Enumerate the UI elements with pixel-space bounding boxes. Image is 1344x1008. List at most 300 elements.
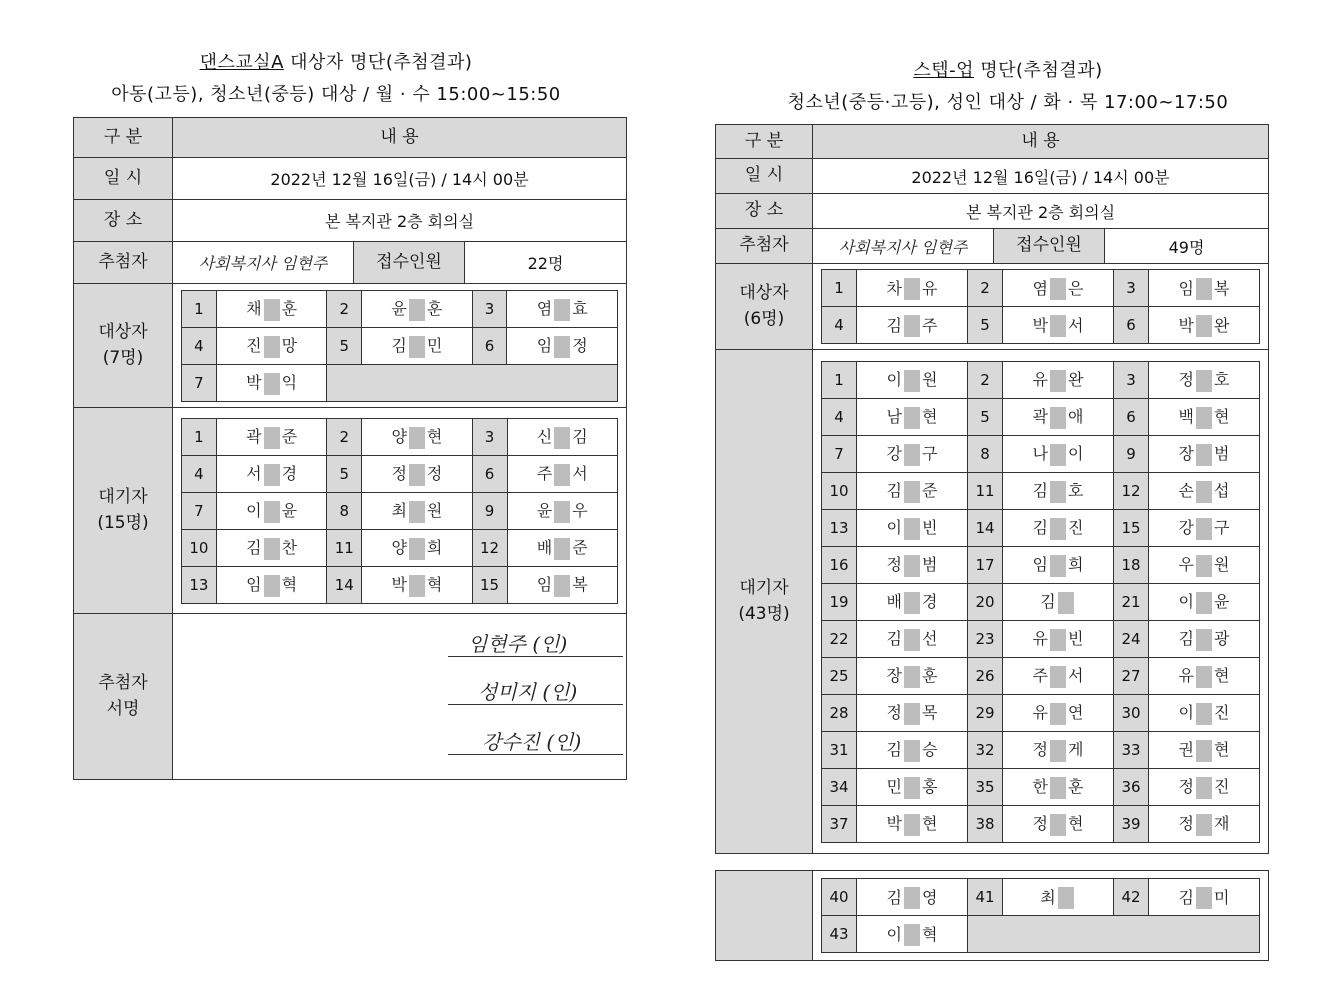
name-last-char: 정 (572, 336, 588, 356)
redaction-mask (1196, 887, 1212, 909)
entry-name (1003, 657, 1114, 694)
redaction-mask (904, 278, 920, 300)
name-last-char: 준 (572, 538, 588, 558)
redaction-mask (1196, 370, 1212, 392)
entry-number: 8 (327, 492, 362, 529)
name-first-char: 박 (886, 814, 902, 834)
redaction-mask (409, 575, 425, 597)
name-first-char: 양 (391, 427, 407, 447)
redaction-mask (264, 427, 280, 449)
name-last-char: 원 (1214, 555, 1230, 575)
name-last-char: 현 (922, 407, 938, 427)
entry-number: 3 (1114, 270, 1149, 307)
name-last-char: 애 (1068, 407, 1084, 427)
name-last-char: 서 (1068, 315, 1084, 335)
entry-number: 13 (182, 566, 217, 603)
name-first-char: 양 (391, 538, 407, 558)
target-list-cell (173, 284, 627, 408)
count-value: 22명 (465, 242, 627, 284)
entry-number: 6 (472, 455, 507, 492)
entry-name (507, 529, 617, 566)
name-first-char: 김 (246, 538, 262, 558)
entry-name (216, 566, 326, 603)
entry-number: 32 (968, 731, 1003, 768)
name-last-char: 광 (1214, 629, 1230, 649)
redaction-mask (904, 481, 920, 503)
name-first-char: 김 (1178, 629, 1194, 649)
entry-number: 39 (1114, 805, 1149, 842)
name-last-char: 망 (281, 336, 298, 356)
name-first-char: 염 (1032, 278, 1048, 298)
name-first-char: 주 (536, 464, 553, 484)
name-last-char: 완 (1214, 315, 1230, 335)
entry-name (1003, 361, 1114, 398)
redaction-mask (554, 427, 570, 449)
redaction-mask (1196, 777, 1212, 799)
redaction-mask (264, 538, 280, 560)
entry-number: 6 (1114, 398, 1149, 435)
name-first-char: 임 (1178, 278, 1194, 298)
entry-number: 26 (968, 657, 1003, 694)
waiting-list-cell (173, 408, 627, 614)
redaction-mask (264, 501, 280, 523)
name-first-char: 나 (1032, 444, 1048, 464)
count-label: 접수인원 (994, 229, 1105, 264)
waiting-count: (15명) (97, 512, 149, 533)
name-first-char: 정 (1032, 814, 1048, 834)
entry-name (1149, 435, 1260, 472)
entry-name (857, 805, 968, 842)
name-first-char: 임 (246, 575, 262, 595)
entry-number: 2 (327, 418, 362, 455)
waiting-label-text: 대기자 (98, 487, 148, 507)
redaction-mask (904, 924, 920, 946)
redaction-mask (1196, 407, 1212, 429)
entry-number: 42 (1114, 879, 1149, 916)
entry-number: 4 (182, 455, 217, 492)
redaction-mask (1196, 315, 1212, 337)
redaction-mask (1050, 666, 1066, 688)
entry-number: 10 (182, 529, 217, 566)
name-last-char: 김 (572, 427, 588, 447)
name-first-char: 우 (1178, 555, 1194, 575)
name-first-char: 김 (391, 336, 407, 356)
name-last-char: 현 (426, 427, 443, 447)
entry-name (857, 620, 968, 657)
name-last-char: 주 (922, 315, 938, 335)
entry-number: 16 (822, 546, 857, 583)
left-subtitle: 아동(고등), 청소년(중등) 대상 / 월 · 수 15:00~15:50 (111, 84, 561, 105)
redaction-mask (904, 315, 920, 337)
entry-number: 41 (968, 879, 1003, 916)
entry-name (857, 509, 968, 546)
name-first-char: 정 (1178, 370, 1194, 390)
entry-number: 35 (968, 768, 1003, 805)
redaction-mask (1050, 814, 1066, 836)
right-page (672, 0, 1344, 1008)
entry-number: 17 (968, 546, 1003, 583)
entry-name (216, 290, 326, 327)
name-last-char: 준 (281, 427, 298, 447)
entry-name (507, 566, 617, 603)
drawer-value: 사회복지사 임현주 (813, 229, 994, 264)
entry-name (216, 529, 326, 566)
waiting-count: (43명) (738, 603, 790, 624)
name-first-char: 김 (1040, 592, 1056, 612)
name-last-char: 진 (1214, 703, 1230, 723)
entry-number: 34 (822, 768, 857, 805)
entry-name (1149, 879, 1260, 916)
redaction-mask (904, 629, 920, 651)
redaction-mask (1050, 555, 1066, 577)
place-label: 장 소 (74, 200, 173, 242)
name-last-char: 원 (922, 370, 938, 390)
redaction-mask (554, 575, 570, 597)
date-value: 2022년 12월 16일(금) / 14시 00분 (173, 158, 627, 200)
redaction-mask (904, 887, 920, 909)
redaction-mask (264, 464, 280, 486)
redaction-mask (904, 592, 920, 614)
redaction-mask (904, 666, 920, 688)
entry-name (857, 583, 968, 620)
entry-number: 3 (1114, 361, 1149, 398)
entry-number: 22 (822, 620, 857, 657)
entry-name (857, 472, 968, 509)
redaction-mask (1050, 444, 1066, 466)
name-last-char: 빈 (922, 518, 938, 538)
redaction-mask (904, 444, 920, 466)
section-label: 구 분 (716, 125, 813, 159)
redaction-mask (1058, 887, 1074, 909)
entry-number: 14 (968, 509, 1003, 546)
entry-name (857, 879, 968, 916)
name-last-char: 현 (1214, 407, 1230, 427)
redaction-mask (1050, 407, 1066, 429)
entry-name (1149, 398, 1260, 435)
waiting-label (716, 350, 813, 854)
redaction-mask (1050, 703, 1066, 725)
name-last-char: 완 (1068, 370, 1084, 390)
entry-number: 43 (822, 916, 857, 953)
name-last-char: 희 (426, 538, 443, 558)
name-last-char: 익 (281, 373, 298, 393)
entry-name (362, 492, 472, 529)
count-label: 접수인원 (354, 242, 465, 284)
entry-number: 6 (1114, 307, 1149, 344)
redaction-mask (1050, 740, 1066, 762)
target-list (821, 269, 1260, 344)
entry-name (857, 768, 968, 805)
entry-number: 2 (968, 270, 1003, 307)
redaction-mask (554, 299, 570, 321)
entry-name (857, 657, 968, 694)
name-last-char: 효 (572, 299, 588, 319)
name-first-char: 이 (886, 518, 902, 538)
entry-name (362, 529, 472, 566)
entry-name (1149, 270, 1260, 307)
name-first-char: 최 (1040, 887, 1056, 907)
entry-name (362, 455, 472, 492)
signature-underline-1 (448, 656, 623, 657)
entry-number: 14 (327, 566, 362, 603)
name-last-char: 훈 (922, 666, 938, 686)
name-last-char: 서 (1068, 666, 1084, 686)
entry-number: 11 (327, 529, 362, 566)
name-first-char: 김 (886, 481, 902, 501)
name-last-char: 구 (922, 444, 938, 464)
name-last-char: 찬 (281, 538, 298, 558)
entry-name (216, 364, 326, 401)
redaction-mask (904, 777, 920, 799)
entry-number: 5 (968, 398, 1003, 435)
entry-name (1003, 583, 1114, 620)
entry-name (1149, 657, 1260, 694)
place-label: 장 소 (716, 194, 813, 229)
name-last-char: 게 (1068, 740, 1084, 760)
entry-name (1149, 805, 1260, 842)
name-first-char: 곽 (1032, 407, 1048, 427)
place-value: 본 복지관 2층 회의실 (173, 200, 627, 242)
name-first-char: 김 (886, 629, 902, 649)
entry-name (1003, 731, 1114, 768)
entry-name (857, 270, 968, 307)
entry-number: 3 (472, 418, 507, 455)
name-first-char: 김 (886, 740, 902, 760)
entry-name (857, 435, 968, 472)
section-value: 내 용 (813, 125, 1269, 159)
name-last-char: 호 (1068, 481, 1084, 501)
entry-number: 27 (1114, 657, 1149, 694)
waiting-list-continued (821, 878, 1260, 953)
entry-name (507, 418, 617, 455)
redaction-mask (1196, 555, 1212, 577)
target-label (716, 264, 813, 350)
redaction-mask (409, 336, 425, 358)
entry-number: 12 (472, 529, 507, 566)
name-last-char: 진 (1214, 777, 1230, 797)
name-last-char: 정 (426, 464, 443, 484)
entry-name (857, 731, 968, 768)
redaction-mask (409, 464, 425, 486)
left-title-program: 댄스교실A (199, 52, 284, 73)
name-first-char: 주 (1032, 666, 1048, 686)
redaction-mask (264, 373, 280, 395)
entry-number: 13 (822, 509, 857, 546)
name-first-char: 최 (391, 501, 407, 521)
name-last-char: 희 (1068, 555, 1084, 575)
name-last-char: 원 (426, 501, 443, 521)
entry-number: 20 (968, 583, 1003, 620)
entry-number: 24 (1114, 620, 1149, 657)
waiting-list-cell (813, 350, 1269, 854)
target-label-text: 대상자 (98, 322, 148, 342)
redaction-mask (904, 370, 920, 392)
redaction-mask (1050, 278, 1066, 300)
entry-number: 4 (822, 307, 857, 344)
redaction-mask (1050, 370, 1066, 392)
right-title-program: 스텝-업 (913, 60, 975, 81)
entry-number: 1 (822, 361, 857, 398)
redaction-mask (264, 575, 280, 597)
signature-line-1: 임현주 (인) (468, 632, 568, 656)
entry-number: 15 (472, 566, 507, 603)
redaction-mask (904, 703, 920, 725)
name-last-char: 연 (1068, 703, 1084, 723)
count-value: 49명 (1105, 229, 1269, 264)
name-last-char: 서 (572, 464, 588, 484)
entry-number: 28 (822, 694, 857, 731)
redaction-mask (554, 464, 570, 486)
entry-name (1149, 546, 1260, 583)
name-first-char: 채 (246, 299, 262, 319)
name-first-char: 백 (1178, 407, 1194, 427)
name-last-char: 영 (922, 887, 938, 907)
redaction-mask (1196, 592, 1212, 614)
name-last-char: 혁 (426, 575, 443, 595)
entry-number: 5 (327, 327, 362, 364)
redaction-mask (904, 407, 920, 429)
name-first-char: 민 (886, 777, 902, 797)
entry-name (216, 455, 326, 492)
entry-number: 15 (1114, 509, 1149, 546)
name-last-char: 혁 (922, 924, 938, 944)
name-last-char: 준 (922, 481, 938, 501)
redaction-mask (1196, 703, 1212, 725)
entry-number: 10 (822, 472, 857, 509)
drawer-label: 추첨자 (716, 229, 813, 264)
target-list (181, 290, 618, 402)
name-last-char: 구 (1214, 518, 1230, 538)
name-first-char: 정 (886, 703, 902, 723)
name-first-char: 곽 (246, 427, 262, 447)
section-label: 구 분 (74, 118, 173, 158)
entry-name (857, 546, 968, 583)
entry-name (362, 327, 472, 364)
name-first-char: 서 (246, 464, 262, 484)
name-last-char: 목 (922, 703, 938, 723)
name-first-char: 손 (1178, 481, 1194, 501)
name-last-char: 훈 (426, 299, 443, 319)
redaction-mask (1196, 740, 1212, 762)
entry-name (362, 290, 472, 327)
entry-number: 1 (182, 418, 217, 455)
redaction-mask (409, 427, 425, 449)
target-count: (6명) (743, 308, 785, 329)
waiting-label-text: 대기자 (739, 578, 789, 598)
entry-number: 5 (327, 455, 362, 492)
right-continuation-table (715, 870, 1269, 961)
place-value: 본 복지관 2층 회의실 (813, 194, 1269, 229)
name-last-char: 범 (1214, 444, 1230, 464)
entry-name (216, 327, 326, 364)
name-first-char: 유 (1032, 703, 1048, 723)
redaction-mask (409, 538, 425, 560)
redaction-mask (1050, 629, 1066, 651)
entry-number: 36 (1114, 768, 1149, 805)
name-first-char: 이 (886, 370, 902, 390)
entry-name (857, 307, 968, 344)
redaction-mask (904, 814, 920, 836)
entry-number: 30 (1114, 694, 1149, 731)
name-first-char: 정 (1032, 740, 1048, 760)
redaction-mask (904, 740, 920, 762)
target-count: (7명) (102, 347, 144, 368)
name-first-char: 배 (886, 592, 902, 612)
redaction-mask (1196, 444, 1212, 466)
name-last-char: 빈 (1068, 629, 1084, 649)
name-first-char: 김 (1032, 518, 1048, 538)
target-label (74, 284, 173, 408)
redaction-mask (1050, 518, 1066, 540)
name-first-char: 정 (1178, 777, 1194, 797)
name-first-char: 유 (1178, 666, 1194, 686)
name-first-char: 임 (536, 336, 553, 356)
empty-cell (968, 916, 1260, 953)
name-first-char: 장 (1178, 444, 1194, 464)
entry-number: 21 (1114, 583, 1149, 620)
redaction-mask (1196, 481, 1212, 503)
redaction-mask (264, 299, 280, 321)
name-last-char: 선 (922, 629, 938, 649)
drawer-value: 사회복지사 임현주 (173, 242, 354, 284)
name-first-char: 염 (536, 299, 553, 319)
entry-number: 5 (968, 307, 1003, 344)
entry-name (857, 398, 968, 435)
entry-name (1003, 768, 1114, 805)
entry-name (1003, 435, 1114, 472)
name-last-char: 진 (1068, 518, 1084, 538)
name-last-char: 훈 (1068, 777, 1084, 797)
entry-number: 25 (822, 657, 857, 694)
redaction-mask (409, 299, 425, 321)
entry-name (507, 327, 618, 364)
name-first-char: 차 (886, 278, 902, 298)
redaction-mask (1196, 278, 1212, 300)
entry-name (1003, 879, 1114, 916)
redaction-mask (554, 501, 570, 523)
continuation-list-cell (813, 871, 1269, 961)
name-last-char: 복 (1214, 278, 1230, 298)
name-last-char: 호 (1214, 370, 1230, 390)
name-last-char: 민 (426, 336, 443, 356)
name-first-char: 정 (886, 555, 902, 575)
redaction-mask (1050, 777, 1066, 799)
name-first-char: 정 (391, 464, 407, 484)
name-first-char: 김 (1178, 887, 1194, 907)
date-label: 일 시 (716, 159, 813, 194)
name-last-char: 은 (1068, 278, 1084, 298)
redaction-mask (409, 501, 425, 523)
entry-name (362, 418, 472, 455)
entry-number: 1 (822, 270, 857, 307)
name-last-char: 복 (572, 575, 588, 595)
name-first-char: 이 (1178, 703, 1194, 723)
right-title-rest: 명단(추첨결과) (974, 60, 1103, 81)
entry-name (1149, 694, 1260, 731)
name-last-char: 경 (281, 464, 298, 484)
entry-number: 4 (822, 398, 857, 435)
entry-name (216, 418, 326, 455)
entry-name (362, 566, 472, 603)
waiting-label (74, 408, 173, 614)
signature-underline-3 (448, 754, 623, 755)
entry-name (1003, 509, 1114, 546)
name-last-char: 현 (1068, 814, 1084, 834)
name-last-char: 윤 (1214, 592, 1230, 612)
empty-cell (327, 364, 618, 401)
redaction-mask (1058, 592, 1074, 614)
right-title (692, 56, 1324, 82)
